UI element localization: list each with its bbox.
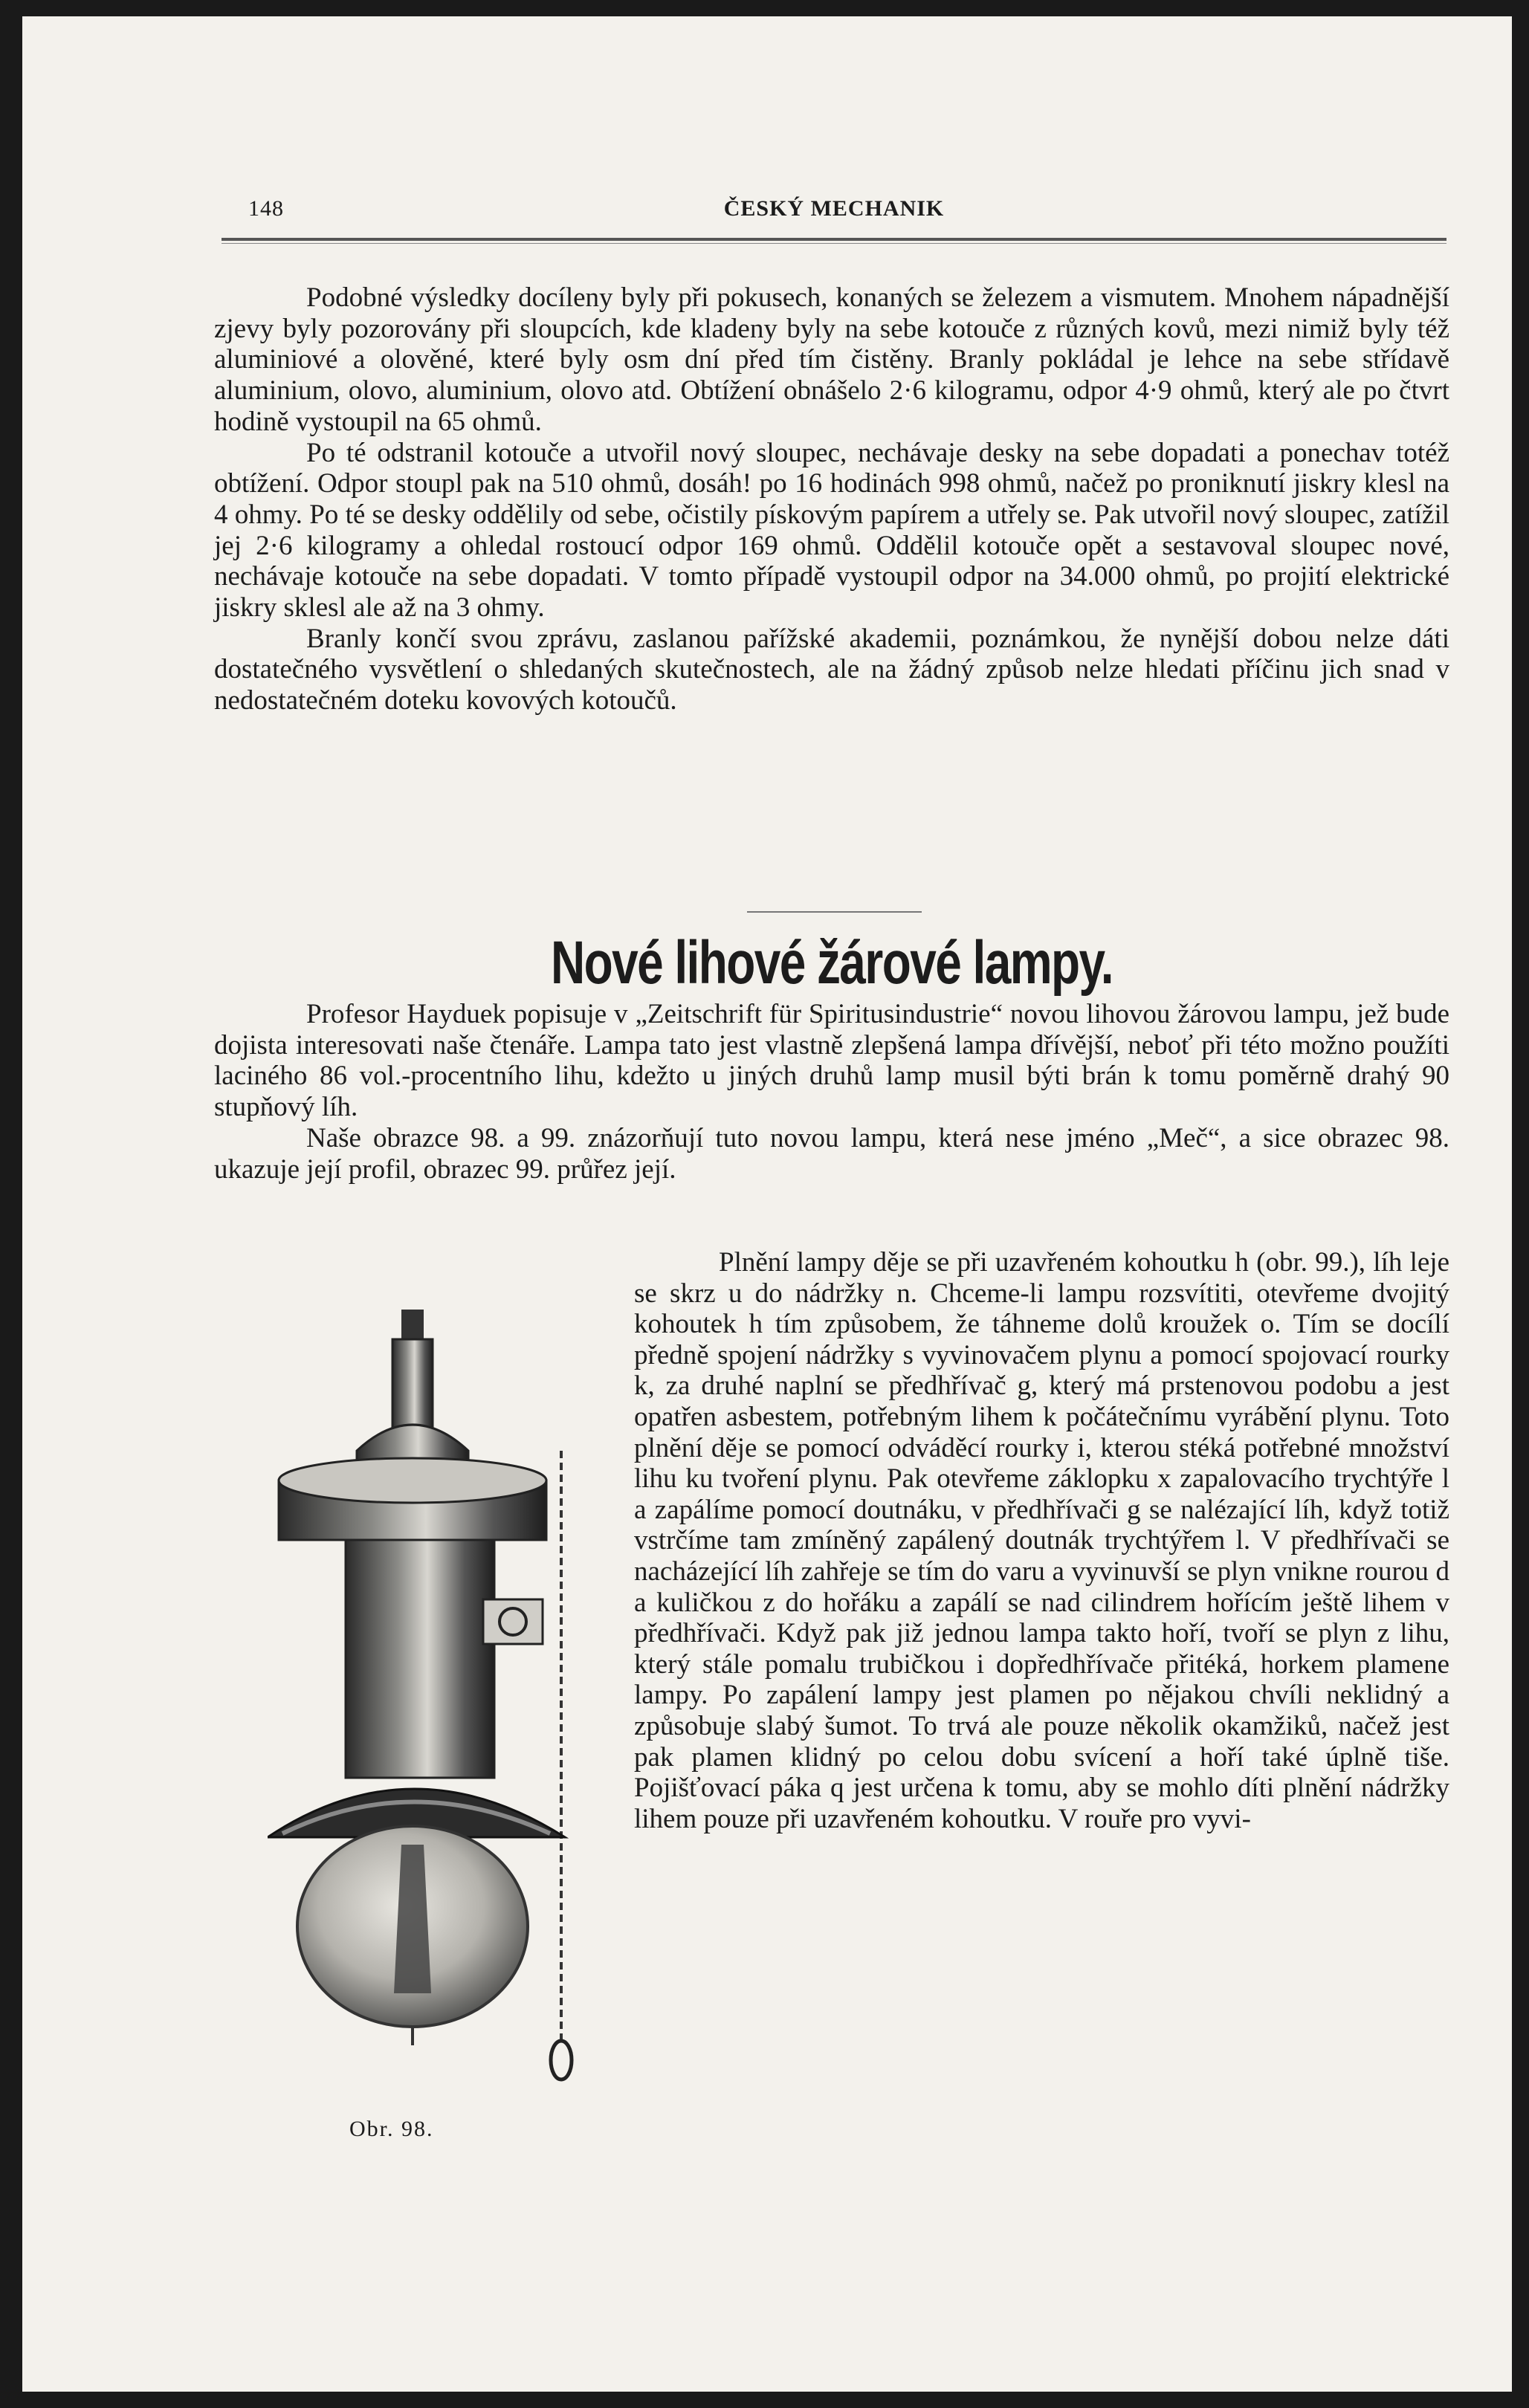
paragraph: Branly končí svou zprávu, zaslanou pařížské akademii, poznámkou, že nynější dobou nelze dáti dostatečného vysvětlení o shledaných skutečnostech, ale na žádný způsob nelze hledati příčinu jich snad v nedostatečném doteku kovových kotoučů. bbox=[214, 623, 1449, 716]
article-branly-text bbox=[214, 282, 1449, 716]
paragraph: Po té odstranil kotouče a utvořil nový sloupec, nechávaje desky na sebe dopadati a ponechav totéž obtížení. Odpor stoupl pak na 510 ohmů, dosáh! po 16 hodinách 998 ohmů, načež po proniknutí jiskry klesl na 4 ohmy. Po té se desky oddělily od sebe, očistily pískovým papírem a utřely se. Pak utvořil nový sloupec, zatížil jej 2·6 kilogramy a ohledal rostoucí odpor 169 ohmů. Oddělil kotouče opět a sestavoval sloupec nové, nechávaje kotouče na sebe dopadati. V tomto případě vystoupil odpor na 34.000 ohmů, po projití elektrické jiskry sklesl ale až na 3 ohmy. bbox=[214, 437, 1449, 624]
header-rule bbox=[222, 238, 1446, 244]
figure-caption: Obr. 98. bbox=[349, 2117, 434, 2141]
paragraph: Naše obrazce 98. a 99. znázorňují tuto novou lampu, která nese jméno „Meč“, a sice obrazec 98. ukazuje její profil, obrazec 99. průřez její. bbox=[214, 1122, 1449, 1185]
paragraph: Profesor Hayduek popisuje v „Zeitschrift für Spiritusindustrie“ novou lihovou žárovou lampu, jež bude dojista interesovati naše čtenáře. Lampa tato jest vlastně zlepšená lampa dřívější, neboť při této možno použíti laciného 86 vol.-procentního lihu, kdežto u jiných druhů lamp musil býti brán k tomu poměrně drahý 90 stupňový líh. bbox=[214, 999, 1449, 1123]
page-number: 148 bbox=[248, 196, 284, 221]
lamp-drawing bbox=[268, 1295, 580, 2082]
lamp-illustration bbox=[268, 1295, 580, 2082]
article-title: Nové lihové žárové lampy. bbox=[550, 929, 1113, 997]
article-intro bbox=[214, 999, 1449, 1185]
paragraph: Podobné výsledky docíleny byly při pokusech, konaných se železem a vismutem. Mnohem nápadnější zjevy byly pozorovány při sloupcích, kde kladeny byly na sebe kotouče z různých kovů, mezi nimiž byly též aluminiové a olověné, které byly osm dní před tím čistěny. Branly pokládal je lehce na sebe střídavě aluminium, olovo, aluminium, olovo atd. Obtížení obnášelo 2·6 kilogramu, odpor 4·9 ohmů, který ale po čtvrt hodině vystoupil na 65 ohmů. bbox=[214, 282, 1449, 437]
section-divider bbox=[747, 911, 922, 913]
document-page bbox=[22, 16, 1512, 2392]
paragraph: Plnění lampy děje se při uzavřeném kohoutku h (obr. 99.), líh leje se skrz u do nádržky n. Chceme-li lampu rozsvítiti, otevřeme dvojitý kohoutek h tím způsobem, že táhneme dolů kroužek o. Tím se docílí předně spojení nádržky s vyvinovačem plynu a pomocí spojovací rourky k, za druhé naplní se předhřívač g, který má prstenovou podobu a jest opatřen asbestem, potřebným lihem k počátečnímu vyrábění plynu. Toto plnění děje se pomocí odváděcí rourky i, kterou stéká potřebné množství lihu ku tvoření plynu. Pak otevřeme záklopku x zapalovacího trychtýře l a zapálíme pomocí doutnáku, v předhřívači g se nalézající líh, když totiž vstrčíme tam zmíněný zapálený doutnák trychtýřem l. V předhřívači se nacházející líh zahřeje se tím do varu a vyvinuvší se plyn vnikne rourou d a kuličkou z do hořáku a zapálí se nad cilindrem hořícím ještě lihem v předhřívači. Když pak již jednou lampa takto hoří, tvoří se plyn z lihu, který stále pomalu trubičkou i dopředhřívače přitéká, horkem plamene lampy. Po zapálení lampy jest plamen po nějakou chvíli neklidný a způsobuje slabý šumot. To trvá ale pouze několik okamžiků, načež jest pak plamen klidný po celou dobu svícení a hoří také úplně tiše. Pojišťovací páka q jest určena k tomu, aby se mohlo díti plnění nádržky lihem pouze při uzavřeném kohoutku. V rouře pro vyvi- bbox=[634, 1247, 1449, 1834]
journal-title: ČESKÝ MECHANIK bbox=[723, 196, 945, 221]
page-header bbox=[222, 196, 1446, 226]
article-column-text bbox=[634, 1247, 1449, 1834]
